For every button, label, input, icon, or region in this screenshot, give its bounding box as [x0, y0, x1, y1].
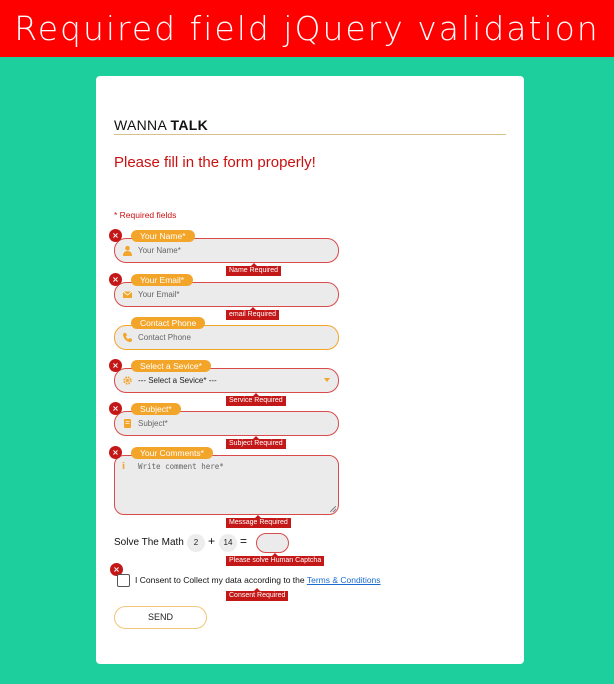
service-label: Select a Sevice* — [131, 360, 211, 372]
subject-placeholder: Subject* — [138, 419, 168, 428]
gear-icon — [122, 375, 133, 386]
service-error: Service Required — [226, 396, 286, 406]
consent-error-icon: × — [110, 563, 123, 576]
consent-error: Consent Required — [226, 591, 288, 601]
name-label: Your Name* — [131, 230, 195, 242]
math-operator: + — [208, 534, 216, 548]
phone-icon — [122, 332, 133, 343]
book-icon — [122, 418, 133, 429]
heading-prefix: WANNA — [114, 117, 167, 133]
resize-handle[interactable] — [330, 506, 336, 512]
phone-label: Contact Phone — [131, 317, 205, 329]
heading-bold: TALK — [170, 117, 209, 133]
banner-title: Required field jQuery validation — [14, 9, 600, 48]
form-alert: Please fill in the form properly! — [114, 154, 316, 171]
name-error-icon: × — [109, 229, 122, 242]
captcha-error: Please solve Human Captcha — [226, 556, 324, 566]
email-placeholder: Your Email* — [138, 290, 180, 299]
comments-label: Your Comments* — [131, 447, 213, 459]
subject-label: Subject* — [131, 403, 181, 415]
service-selected: --- Select a Sevice* --- — [138, 376, 217, 385]
required-note: * Required fields — [114, 210, 177, 220]
comments-error: Message Required — [226, 518, 291, 528]
math-operand-b: 14 — [219, 534, 237, 552]
phone-placeholder: Contact Phone — [138, 333, 191, 342]
email-error: email Required — [226, 310, 279, 320]
name-placeholder: Your Name* — [138, 246, 181, 255]
consent-label: I Consent to Collect my data according to the — [135, 575, 305, 585]
captcha-answer-input[interactable] — [256, 533, 289, 553]
envelope-icon — [122, 289, 133, 300]
math-label: Solve The Math — [114, 537, 184, 548]
heading-divider — [114, 134, 506, 135]
send-button[interactable]: SEND — [114, 606, 207, 629]
form-heading — [114, 117, 208, 133]
user-icon — [122, 245, 133, 256]
consent-checkbox[interactable] — [117, 574, 130, 587]
consent-text — [135, 575, 381, 585]
name-error: Name Required — [226, 266, 281, 276]
service-error-icon: × — [109, 359, 122, 372]
chevron-down-icon — [324, 378, 330, 382]
terms-link[interactable]: Terms & Conditions — [306, 575, 381, 585]
comments-placeholder: Write comment here* — [138, 462, 224, 471]
subject-error-icon: × — [109, 402, 122, 415]
email-label: Your Email* — [131, 274, 193, 286]
subject-error: Subject Required — [226, 439, 286, 449]
info-icon: i — [122, 462, 126, 472]
banner — [0, 0, 614, 57]
comments-textarea[interactable] — [114, 455, 339, 515]
email-error-icon: × — [109, 273, 122, 286]
comments-error-icon: × — [109, 446, 122, 459]
math-operand-a: 2 — [187, 534, 205, 552]
contact-form-card — [96, 76, 524, 664]
math-equals: = — [240, 534, 248, 548]
